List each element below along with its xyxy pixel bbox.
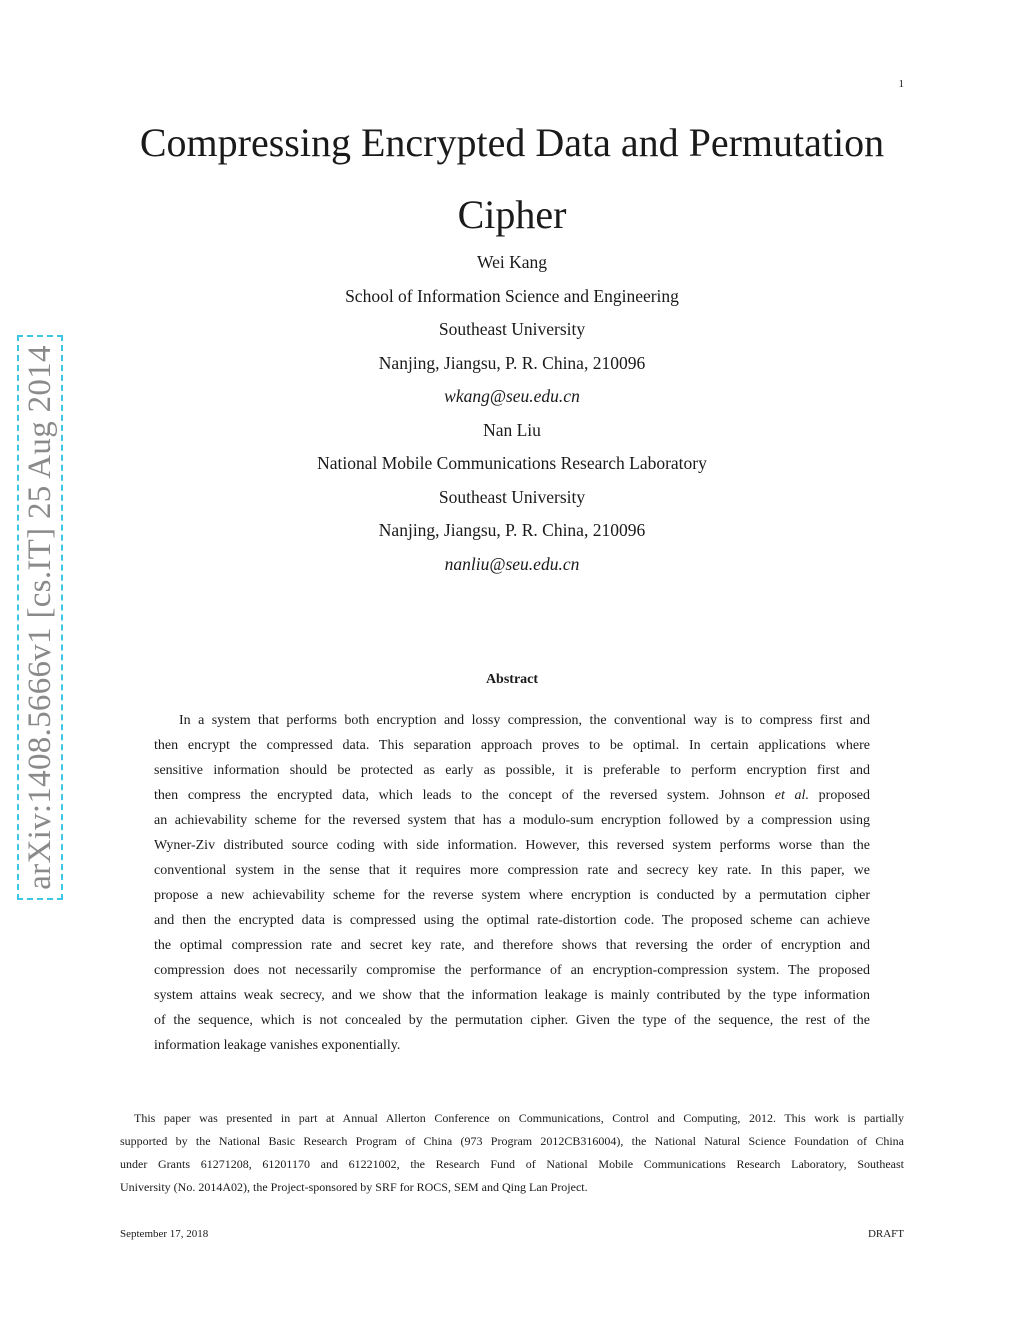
footer-draft-label: DRAFT xyxy=(867,1228,904,1240)
author-line: School of Information Science and Engineering xyxy=(345,285,679,306)
arxiv-identifier-text: arXiv:1408.5666v1 [cs.IT] 25 Aug 2014 xyxy=(21,345,58,890)
author-block xyxy=(150,246,874,581)
title-line: Cipher xyxy=(457,192,567,237)
author-line: Nanjing, Jiangsu, P. R. China, 210096 xyxy=(378,352,646,373)
acknowledgment-footnote xyxy=(120,1107,904,1199)
abstract-line: propose a new achievability scheme for the reverse system where encryption is conducted by a permutation cipher xyxy=(154,888,870,903)
paper-title xyxy=(100,107,924,251)
abstract-line: of the sequence, which is not concealed by the permutation cipher. Given the type of the sequence, the rest of the xyxy=(154,1013,870,1028)
author-line: Nan Liu xyxy=(483,419,541,440)
footer-date: September 17, 2018 xyxy=(120,1228,209,1240)
author-line: Southeast University xyxy=(438,486,586,507)
footnote-line: under Grants 61271208, 61201170 and 61221002, the Research Fund of National Mobile Communications Research Laboratory, Southeast xyxy=(120,1157,904,1171)
author-line: Wei Kang xyxy=(476,252,548,272)
abstract-line: an achievability scheme for the reversed system that has a modulo-sum encryption followed by a compression using xyxy=(154,813,870,828)
footnote-line: supported by the National Basic Research Program of China (973 Program 2012CB316004), the National Natural Science Foundation of China xyxy=(120,1134,904,1148)
abstract-line: Wyner-Ziv distributed source coding with side information. However, this reversed system performs worse than the xyxy=(154,838,870,853)
abstract-line: conventional system in the sense that it requires more compression rate and secrecy key rate. In this paper, we xyxy=(154,863,870,878)
abstract-heading: Abstract xyxy=(485,672,539,687)
abstract-line: then compress the encrypted data, which leads to the concept of the reversed system. Johnson et al. proposed xyxy=(154,788,870,803)
abstract-line: and then the encrypted data is compressed using the optimal rate-distortion code. The proposed scheme can achieve xyxy=(154,913,870,928)
author-line: Nanjing, Jiangsu, P. R. China, 210096 xyxy=(378,520,646,540)
abstract-line: sensitive information should be protected as early as possible, it is preferable to perform encryption first and xyxy=(154,763,870,778)
title-line: Compressing Encrypted Data and Permutation xyxy=(139,120,885,165)
abstract-line: compression does not necessarily compromise the performance of an encryption-compression system. The proposed xyxy=(154,963,870,978)
footnote-line: University (No. 2014A02), the Project-sponsored by SRF for ROCS, SEM and Qing Lan Project. xyxy=(120,1180,588,1194)
author-line: National Mobile Communications Research Laboratory xyxy=(317,453,707,473)
abstract-body xyxy=(154,708,870,1058)
abstract-line: information leakage vanishes exponentially. xyxy=(154,1038,401,1053)
abstract-line: In a system that performs both encryption and lossy compression, the conventional way is to compress first and xyxy=(179,713,870,728)
abstract-line: then encrypt the compressed data. This separation approach proves to be optimal. In certain applications where xyxy=(154,738,870,753)
et-al-italic: et al. xyxy=(774,788,809,803)
author-email[interactable]: nanliu@seu.edu.cn xyxy=(444,553,580,574)
abstract-line: the optimal compression rate and secret key rate, and therefore shows that reversing the order of encryption and xyxy=(154,938,870,953)
author-email[interactable]: wkang@seu.edu.cn xyxy=(444,386,580,406)
page-number: 1 xyxy=(898,78,904,90)
arxiv-identifier-stamp[interactable] xyxy=(17,335,63,900)
abstract-line: system attains weak secrecy, and we show that the information leakage is mainly contributed by the type information xyxy=(154,988,870,1003)
author-line: Southeast University xyxy=(438,319,586,339)
footnote-line: This paper was presented in part at Annual Allerton Conference on Communications, Control and Computing, 2012. This work is partially xyxy=(134,1111,904,1125)
